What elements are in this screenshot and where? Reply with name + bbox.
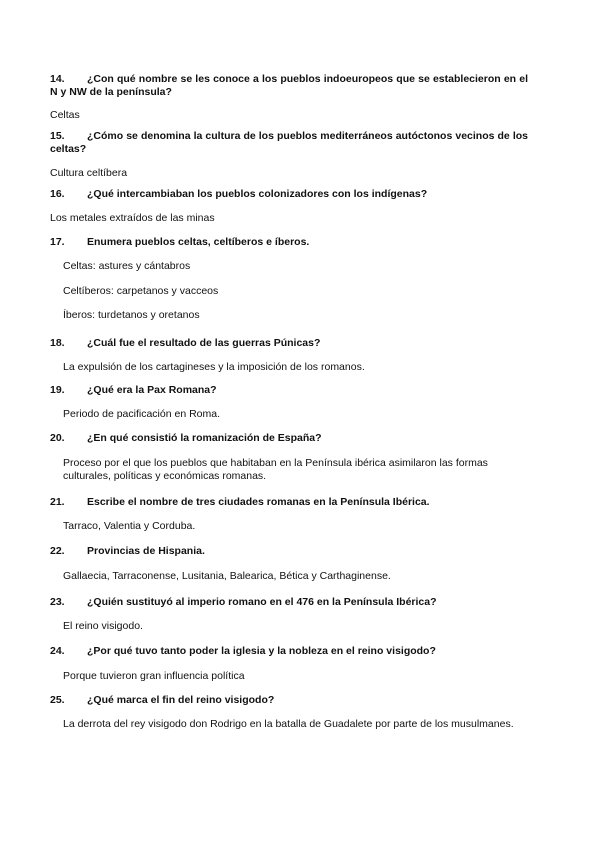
question-text: ¿Qué era la Pax Romana? [87,384,217,396]
question-number: 23. [50,596,65,608]
answer-18: La expulsión de los cartagineses y la imposición de los romanos. [63,361,365,373]
question-20 [50,432,528,445]
answer-16: Los metales extraídos de las minas [50,212,215,224]
question-22 [50,545,528,558]
question-text: ¿Por qué tuvo tanto poder la iglesia y la nobleza en el reino visigodo? [87,645,436,657]
answer-19: Periodo de pacificación en Roma. [63,408,221,420]
answer-22: Gallaecia, Tarraconense, Lusitania, Balearica, Bética y Carthaginense. [63,570,391,582]
answer-17-celtiberos: Celtíberos: carpetanos y vacceos [63,285,219,297]
question-23 [50,596,528,609]
question-text: Provincias de Hispania. [87,545,205,557]
question-number: 20. [50,432,65,444]
answer-20: Proceso por el que los pueblos que habitaban en la Península ibérica asimilaron las formas culturales, políticas y económicas romanas. [63,457,488,482]
question-18 [50,337,528,350]
question-19 [50,384,528,397]
question-number: 24. [50,645,65,657]
answer-17-celtas: Celtas: astures y cántabros [63,260,191,272]
answer-23: El reino visigodo. [63,620,143,632]
question-text: ¿Quién sustituyó al imperio romano en el 476 en la Península Ibérica? [87,596,437,608]
question-text: ¿Qué intercambiaban los pueblos colonizadores con los indígenas? [87,188,428,200]
question-16 [50,188,528,201]
question-number: 22. [50,545,65,557]
answer-25: La derrota del rey visigodo don Rodrigo en la batalla de Guadalete por parte de los musulmanes. [63,718,514,730]
answer-15: Cultura celtíbera [50,167,128,179]
question-number: 21. [50,496,65,508]
question-text: Enumera pueblos celtas, celtíberos e íberos. [87,236,310,248]
question-text: ¿Qué marca el fin del reino visigodo? [87,694,275,706]
question-number: 17. [50,236,65,248]
question-text: Escribe el nombre de tres ciudades romanas en la Península Ibérica. [87,496,430,508]
question-25 [50,694,528,707]
question-14 [50,73,528,99]
question-text: ¿En qué consistió la romanización de España? [87,432,322,444]
question-text: ¿Cómo se denomina la cultura de los pueblos mediterráneos autóctonos vecinos de los celtas? [50,130,528,155]
question-number: 14. [50,73,65,85]
question-number: 18. [50,337,65,349]
answer-21: Tarraco, Valentia y Corduba. [63,520,196,532]
answer-24: Porque tuvieron gran influencia política [63,670,245,682]
question-number: 16. [50,188,65,200]
question-text: ¿Con qué nombre se les conoce a los pueblos indoeuropeos que se establecieron en el N y NW de la península? [50,73,528,98]
answer-14: Celtas [50,109,80,121]
question-24 [50,645,528,658]
question-21 [50,496,528,509]
question-number: 15. [50,130,65,142]
question-text: ¿Cuál fue el resultado de las guerras Púnicas? [87,337,321,349]
question-17 [50,236,528,249]
question-number: 25. [50,694,65,706]
question-15 [50,130,528,156]
question-number: 19. [50,384,65,396]
answer-17-iberos: Íberos: turdetanos y oretanos [63,309,200,321]
